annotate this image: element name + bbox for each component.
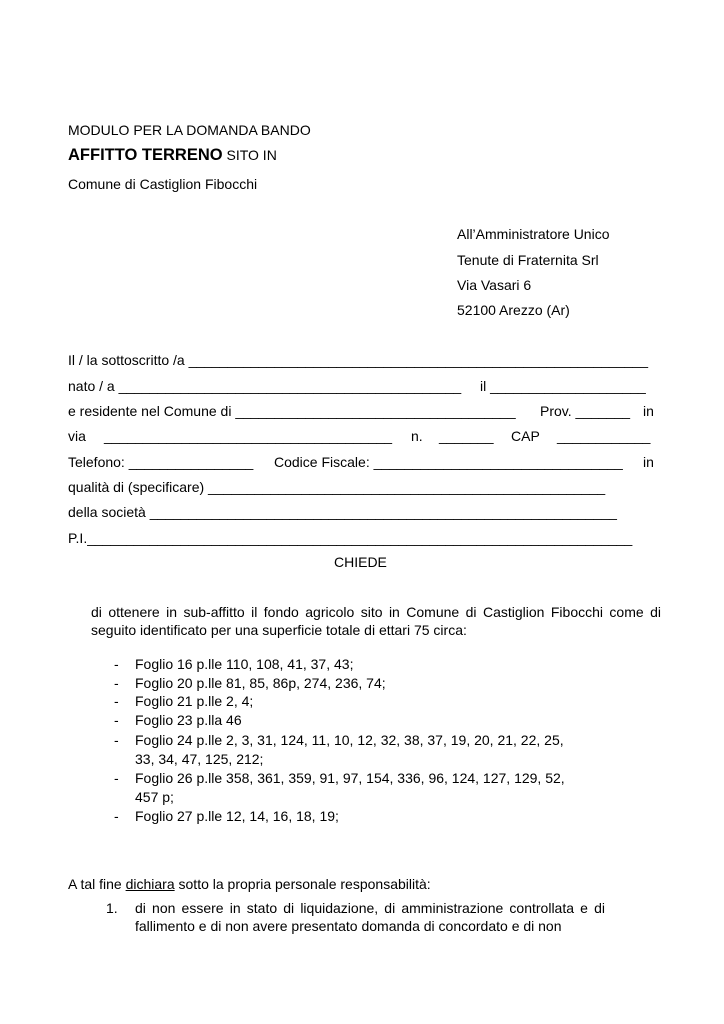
vat-field: P.I.______________________________________________________________________ <box>68 530 633 546</box>
list-bullet: - <box>114 656 119 672</box>
recipient-line: 52100 Arezzo (Ar) <box>457 302 570 318</box>
cap-field: ____________ <box>557 428 651 444</box>
declaration-item-number: 1. <box>106 900 118 916</box>
tax-code-field: Codice Fiscale: ________________________________ <box>274 454 623 470</box>
birthdate-field: il ____________________ <box>480 378 646 394</box>
list-item-text: Foglio 26 p.lle 358, 361, 359, 91, 97, 154, 336, 96, 124, 127, 129, 52, <box>135 770 565 786</box>
number-label: n. <box>411 428 423 444</box>
recipient-line: All’Amministratore Unico <box>457 226 610 242</box>
via-label: via <box>68 428 86 444</box>
phone-field: Telefono: ________________ <box>68 454 254 470</box>
province-field: Prov. _______ <box>540 403 631 419</box>
in-label: in <box>643 403 654 419</box>
list-item-text: 33, 34, 47, 125, 212; <box>135 751 264 767</box>
list-bullet: - <box>114 808 119 824</box>
request-paragraph: di ottenere in sub-affitto il fondo agricolo sito in Comune di Castiglion Fibocchi come di seguito identificato per una superficie totale di ettari 75 circa: <box>91 604 661 638</box>
list-bullet: - <box>114 712 119 728</box>
in-label: in <box>643 454 654 470</box>
recipient-line: Via Vasari 6 <box>457 277 532 293</box>
document-title <box>68 146 277 164</box>
list-item-text: Foglio 27 p.lle 12, 14, 16, 18, 19; <box>135 808 339 824</box>
list-item-text: 457 p; <box>135 789 174 805</box>
list-item-text: Foglio 23 p.lla 46 <box>135 712 242 728</box>
list-bullet: - <box>114 675 119 691</box>
municipality-line: Comune di Castiglion Fibocchi <box>68 176 258 192</box>
form-heading: MODULO PER LA DOMANDA BANDO <box>68 122 311 138</box>
declaration-intro <box>68 875 431 893</box>
declaration-post: sotto la propria personale responsabilità: <box>174 876 431 892</box>
list-bullet: - <box>114 732 119 748</box>
birthplace-field: nato / a ____________________________________________ <box>68 378 462 394</box>
list-item-text: Foglio 21 p.lle 2, 4; <box>135 693 254 709</box>
role-field: qualità di (specificare) ___________________________________________________ <box>68 479 606 495</box>
title-bold: AFFITTO TERRENO <box>68 146 223 164</box>
declaration-underlined: dichiara <box>125 876 175 892</box>
list-item-text: Foglio 24 p.lle 2, 3, 31, 124, 11, 10, 12, 32, 38, 37, 19, 20, 21, 22, 25, <box>135 732 564 748</box>
chiede-heading: CHIEDE <box>334 554 387 570</box>
number-field: _______ <box>439 428 494 444</box>
list-bullet: - <box>114 693 119 709</box>
list-bullet: - <box>114 770 119 786</box>
list-item-text: Foglio 16 p.lle 110, 108, 41, 37, 43; <box>135 656 354 672</box>
declaration-pre: A tal fine <box>68 876 126 892</box>
name-field: Il / la sottoscritto /a ___________________________________________________________ <box>68 352 648 368</box>
list-item-text: Foglio 20 p.lle 81, 85, 86p, 274, 236, 74; <box>135 675 386 691</box>
company-field: della società ____________________________________________________________ <box>68 504 617 520</box>
cap-label: CAP <box>511 428 540 444</box>
declaration-item-text: di non essere in stato di liquidazione, di amministrazione controllata e di fallimento e di non avere presentato domanda di concordato e di non <box>135 900 605 934</box>
recipient-line: Tenute di Fraternita Srl <box>457 252 599 268</box>
title-rest: SITO IN <box>222 147 277 163</box>
street-field: _____________________________________ <box>104 428 393 444</box>
residence-field: e residente nel Comune di ____________________________________ <box>68 403 516 419</box>
